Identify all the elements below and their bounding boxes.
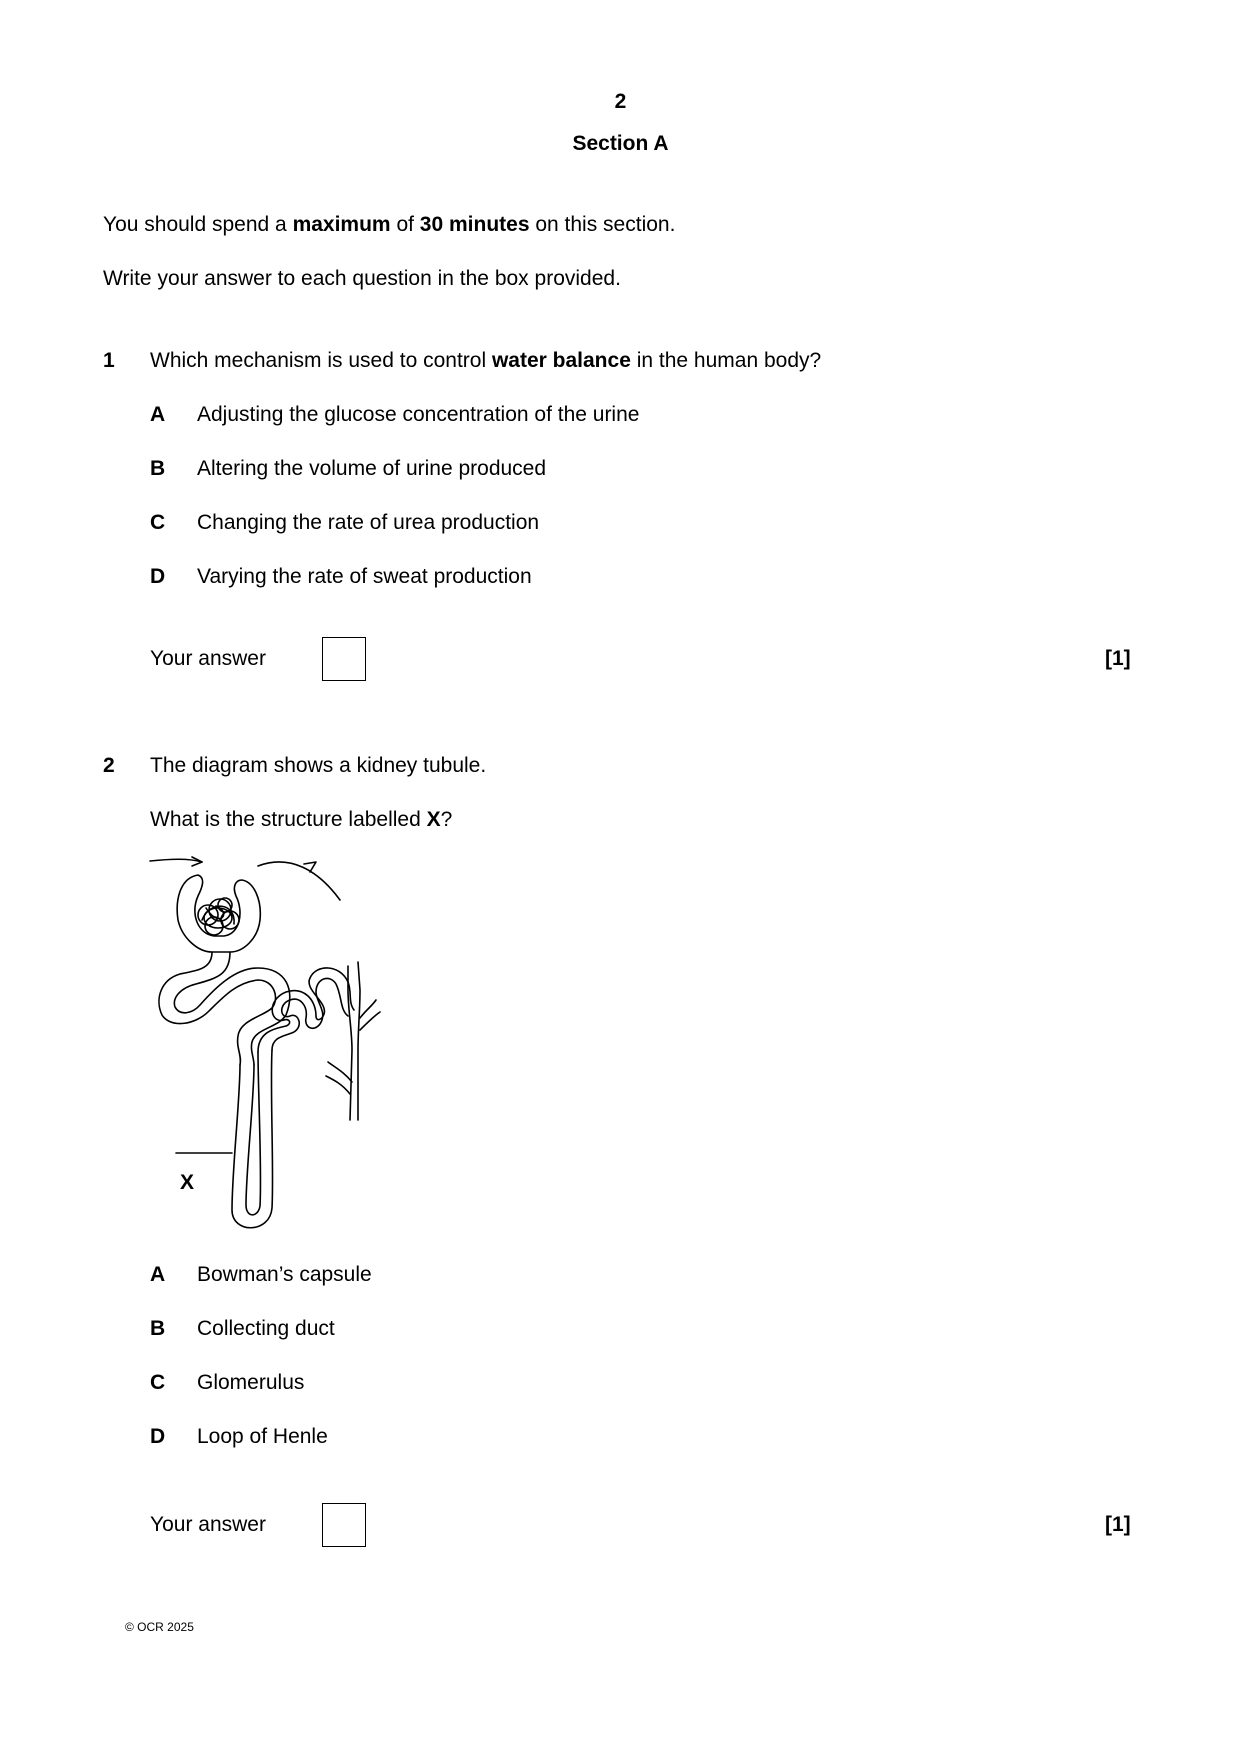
q1-option-c-text: Changing the rate of urea production [197,511,540,534]
q1-answer-label: Your answer [150,647,266,670]
question-2-number: 2 [103,754,115,777]
loop-of-henle [232,1050,273,1228]
stem-text: ? [440,808,453,831]
instruction-emphasis: maximum [292,213,391,236]
page-number: 2 [614,90,627,113]
section-title: Section A [572,132,669,155]
question-2-stem-line2 [150,807,452,833]
q1-marks: [1] [1105,647,1131,670]
efferent-arteriole-arrow [258,862,340,900]
q1-option-d-letter: D [150,565,166,588]
q2-option-a-text: Bowman’s capsule [197,1263,372,1286]
stem-text: Which mechanism is used to control [150,349,492,372]
question-1-stem [150,348,821,374]
instruction-time [103,212,675,238]
q1-option-b-text: Altering the volume of urine produced [197,457,547,480]
q1-option-a-text: Adjusting the glucose concentration of the urine [197,403,640,426]
question-2-stem-line1: The diagram shows a kidney tubule. [150,754,487,777]
q2-option-b-text: Collecting duct [197,1317,335,1340]
q2-option-a-letter: A [150,1263,166,1286]
bowmans-capsule [177,875,260,952]
stem-emphasis: X [426,808,441,831]
q1-option-c-letter: C [150,511,166,534]
instruction-answer-box: Write your answer to each question in the box provided. [103,267,621,290]
q2-option-c-text: Glomerulus [197,1371,305,1394]
afferent-arteriole-arrow [150,859,202,862]
diagram-label-x: X [180,1171,195,1194]
question-1-number: 1 [103,349,115,372]
distal-convoluted-tubule [272,978,348,1050]
q1-option-a-letter: A [150,403,166,426]
stem-emphasis: water balance [491,349,631,372]
q2-option-c-letter: C [150,1371,166,1394]
instruction-text: on this section. [529,213,676,236]
q1-option-d-text: Varying the rate of sweat production [197,565,532,588]
q2-option-d-text: Loop of Henle [197,1425,328,1448]
q1-option-b-letter: B [150,457,166,480]
instruction-emphasis: 30 minutes [419,213,530,236]
q2-option-b-letter: B [150,1317,166,1340]
q2-marks: [1] [1105,1513,1131,1536]
instruction-text: You should spend a [103,213,293,236]
stem-text: in the human body? [630,349,822,372]
stem-text: What is the structure labelled [150,808,427,831]
q2-answer-label: Your answer [150,1513,266,1536]
glomerulus [198,898,239,935]
q1-answer-box[interactable] [322,637,366,681]
q2-answer-box[interactable] [322,1503,366,1547]
q2-option-d-letter: D [150,1425,166,1448]
instruction-text: of [390,213,420,236]
copyright-notice: © OCR 2025 [125,1620,194,1634]
